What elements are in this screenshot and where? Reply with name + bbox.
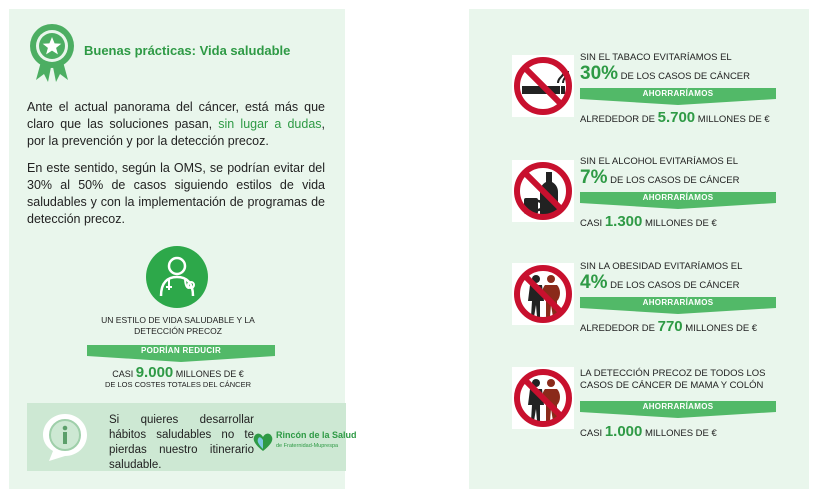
row-detection-amount: [580, 423, 717, 440]
row-line: SIN LA OBESIDAD EVITARÍAMOS EL: [580, 261, 743, 272]
right-panel: [469, 9, 809, 489]
doctor-stethoscope-icon: [146, 246, 208, 308]
amount-prefix: CASI: [580, 428, 605, 439]
row-percent: 4%: [580, 272, 608, 293]
row-line: SIN EL ALCOHOL EVITARÍAMOS EL: [580, 156, 739, 167]
amount-value: 1.300: [604, 213, 643, 230]
row-line: CASOS DE CÁNCER DE MAMA Y COLÓN: [580, 380, 764, 391]
info-box[interactable]: [27, 403, 357, 471]
amount-prefix: CASI: [112, 369, 136, 379]
summary-heading-line: UN ESTILO DE VIDA SALUDABLE Y LA: [101, 315, 255, 325]
amount-value: 770: [657, 318, 683, 335]
row-line: SIN EL TABACO EVITARÍAMOS EL: [580, 52, 732, 63]
intro-paragraph-2: En este sentido, según la OMS, se podrían evitar del 30% al 50% de casos siguiendo estilos de vida saludables y con la implementación de programas de detección precoz.: [27, 161, 325, 226]
intro-text: Ante el actual panorama del cáncer, está más que claro que las soluciones pasan,: [27, 100, 325, 131]
row-detection-band: [580, 401, 776, 418]
row-alcohol-amount: [580, 213, 717, 230]
no-alcohol-icon: [512, 160, 574, 222]
amount-prefix: CASI: [580, 218, 605, 229]
band-label: AHORRARÍAMOS: [580, 192, 776, 203]
no-smoking-icon: [512, 55, 574, 117]
row-line: DE LOS CASOS DE CÁNCER: [607, 280, 740, 291]
intro-highlight: sin lugar a dudas: [218, 117, 322, 131]
amount-suffix: MILLONES DE €: [173, 369, 244, 379]
summary-band-label: PODRÍAN REDUCIR: [87, 345, 275, 356]
no-cancer-figure-icon: [512, 367, 574, 429]
row-line: DE LOS CASOS DE CÁNCER: [607, 175, 740, 186]
summary-heading-line: DETECCIÓN PRECOZ: [134, 326, 222, 336]
summary-arrow-band: [87, 345, 275, 362]
amount-suffix: MILLONES DE €: [695, 114, 770, 125]
summary-heading: [69, 315, 287, 337]
amount-prefix: ALREDEDOR DE: [580, 114, 658, 125]
page-title: Buenas prácticas: Vida saludable: [84, 43, 291, 58]
award-ribbon-star-icon: [28, 22, 76, 82]
summary-note: DE LOS COSTES TOTALES DEL CÁNCER: [104, 380, 251, 389]
band-label: AHORRARÍAMOS: [580, 88, 776, 99]
row-obesity-amount: [580, 318, 757, 335]
heart-logo-icon: [252, 431, 274, 453]
intro-text: , por la prevención y por la detección precoz.: [27, 117, 326, 148]
amount-prefix: ALREDEDOR DE: [580, 323, 658, 334]
row-percent: 30%: [580, 63, 619, 84]
row-obesity-text: [580, 261, 790, 293]
row-alcohol-band: [580, 192, 776, 209]
logo-subtitle: de Fraternidad-Muprespa: [276, 443, 339, 449]
logo-name: Rincón de la Salud: [276, 430, 357, 440]
row-tobacco-band: [580, 88, 776, 105]
info-text: Si quieres desarrollar hábitos saludables no te pierdas nuestro itinerario saludable.: [109, 414, 254, 471]
no-obesity-icon: [512, 263, 574, 325]
row-percent: 7%: [580, 167, 608, 188]
band-label: AHORRARÍAMOS: [580, 401, 776, 412]
left-panel: [9, 9, 357, 489]
rincon-salud-logo[interactable]: [252, 427, 357, 457]
row-line: DE LOS CASOS DE CÁNCER: [618, 71, 751, 82]
amount-value: 5.700: [657, 109, 696, 126]
info-bubble-icon: [41, 412, 89, 462]
amount-suffix: MILLONES DE €: [682, 323, 758, 334]
band-label: AHORRARÍAMOS: [580, 297, 776, 308]
row-tobacco-amount: [580, 109, 770, 126]
amount-value: 1.000: [604, 423, 643, 440]
amount-suffix: MILLONES DE €: [642, 428, 717, 439]
summary-amount: [69, 364, 287, 381]
intro-paragraph-1: [27, 99, 325, 150]
row-obesity-band: [580, 297, 776, 314]
row-tobacco-text: [580, 52, 790, 84]
row-line: LA DETECCIÓN PRECOZ DE TODOS LOS: [580, 368, 766, 379]
amount-suffix: MILLONES DE €: [642, 218, 717, 229]
amount-value: 9.000: [135, 364, 174, 381]
row-detection-text: [580, 368, 790, 392]
row-alcohol-text: [580, 156, 790, 188]
